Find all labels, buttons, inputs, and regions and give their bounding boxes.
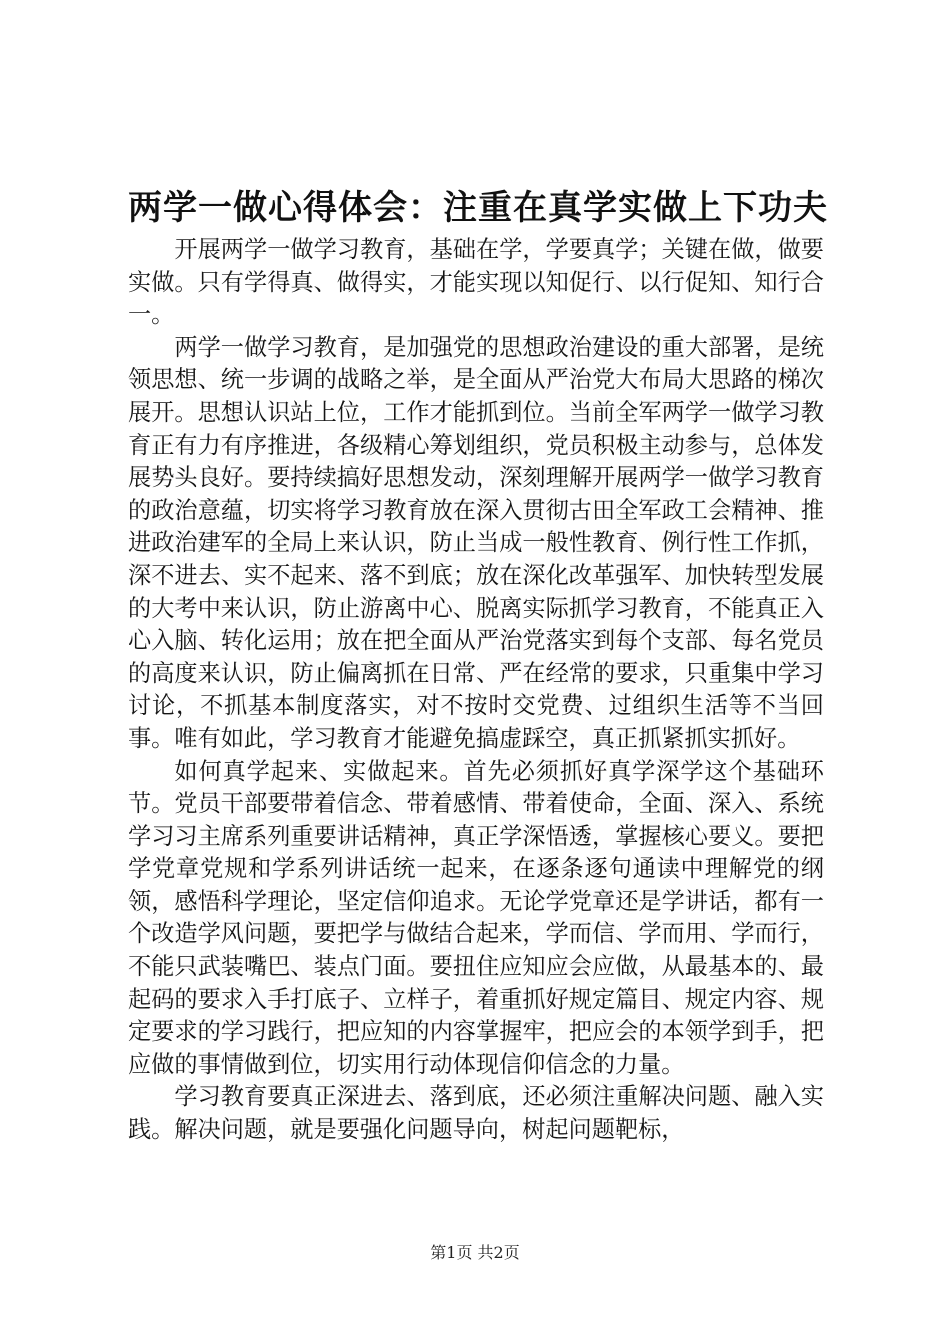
document-title: 两学一做心得体会：注重在真学实做上下功夫: [128, 188, 828, 228]
paragraph: 如何真学起来、实做起来。首先必须抓好真学深学这个基础环节。党员干部要带着信念、带着感情、带着使命，全面、深入、系统学习习主席系列重要讲话精神，真正学深悟透，掌握核心要义。要把学党章党规和学系列讲话统一起来，在逐条逐句通读中理解党的纲领，感悟科学理论，坚定信仰追求。无论学党章还是学讲话，都有一个改造学风问题，要把学与做结合起来，学而信、学而用、学而行，不能只武装嘴巴、装点门面。要扭住应知应会应做，从最基本的、最起码的要求入手打底子、立样子，着重抓好规定篇目、规定内容、规定要求的学习践行，把应知的内容掌握牢，把应会的本领学到手，把应做的事情做到位，切实用行动体现信仰信念的力量。: [128, 757, 824, 1078]
document-body: [128, 234, 824, 1147]
paragraph: 两学一做学习教育，是加强党的思想政治建设的重大部署，是统领思想、统一步调的战略之举，是全面从严治党大布局大思路的梯次展开。思想认识站上位，工作才能抓到位。当前全军两学一做学习教育正有力有序推进，各级精心筹划组织，党员积极主动参与，总体发展势头良好。要持续搞好思想发动，深刻理解开展两学一做学习教育的政治意蕴，切实将学习教育放在深入贯彻古田全军政工会精神、推进政治建军的全局上来认识，防止当成一般性教育、例行性工作抓，深不进去、实不起来、落不到底；放在深化改革强军、加快转型发展的大考中来认识，防止游离中心、脱离实际抓学习教育，不能真正入心入脑、转化运用；放在把全面从严治党落实到每个支部、每名党员的高度来认识，防止偏离抓在日常、严在经常的要求，只重集中学习讨论，不抓基本制度落实，对不按时交党费、过组织生活等不当回事。唯有如此，学习教育才能避免搞虚踩空，真正抓紧抓实抓好。: [128, 333, 824, 752]
paragraph: 开展两学一做学习教育，基础在学，学要真学；关键在做，做要实做。只有学得真、做得实，才能实现以知促行、以行促知、知行合一。: [128, 236, 824, 329]
paragraph: 学习教育要真正深进去、落到底，还必须注重解决问题、融入实践。解决问题，就是要强化问题导向，树起问题靶标，: [128, 1083, 824, 1144]
page-number-footer: 第1页 共2页: [430, 1243, 520, 1262]
